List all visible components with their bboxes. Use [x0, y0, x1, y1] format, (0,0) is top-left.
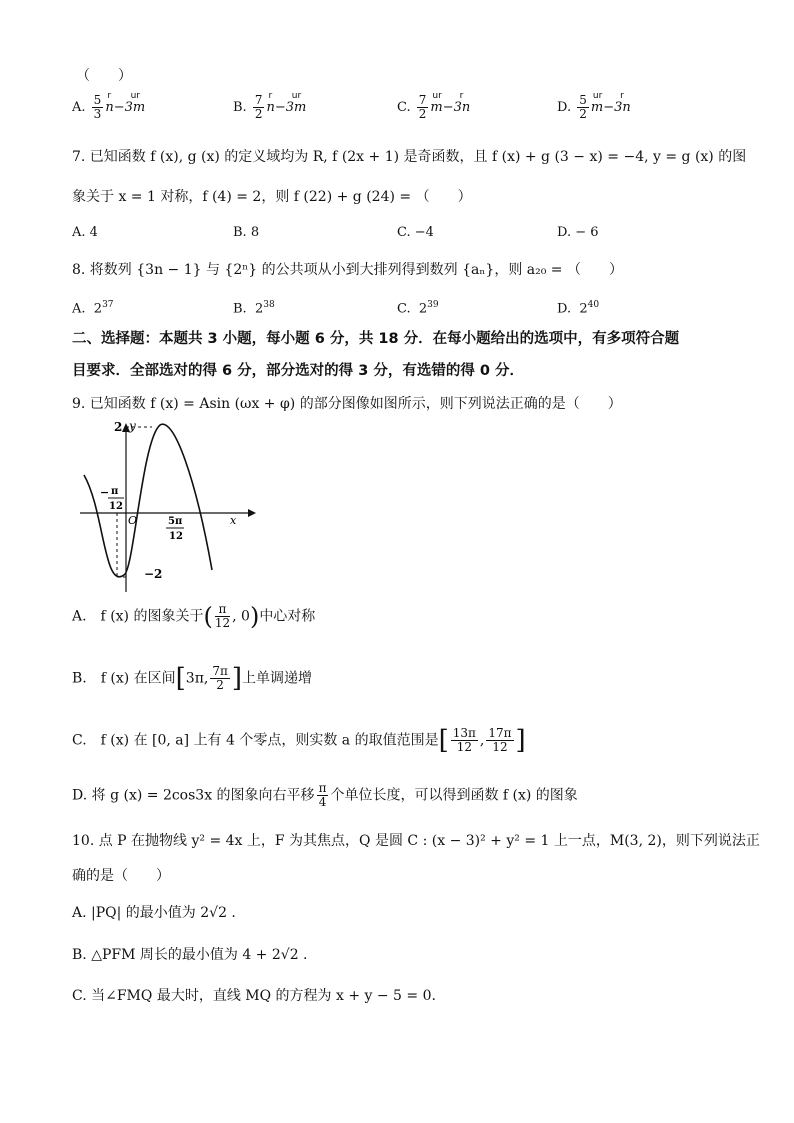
left-mark-den: 12: [109, 501, 123, 512]
left-mark-num: π: [111, 486, 119, 497]
max-label: 2: [114, 420, 123, 434]
left-mark-sign: −: [100, 486, 110, 499]
right-mark-num: 5π: [168, 516, 183, 527]
q8-option-c: C. $2^{39}$: [397, 300, 439, 317]
q10-stem-line1: 10. 点 P 在抛物线 y² = 4x 上，F 为其焦点，Q 是圆 C : (x − 3)² + y² = 1 上一点，M(3, 2)，则下列说法正: [72, 833, 760, 849]
section-heading-line2: 目要求．全部选对的得 6 分，部分选对的得 3 分，有选错的得 0 分．: [72, 363, 525, 379]
q9-option-a: A. f (x) 的图象关于( $\frac{\pi}{12}$ , 0)中心对称: [72, 602, 316, 631]
q9-option-b: B. f (x) 在区间[3π, $\frac{7\pi}{2}$ ]上单调递增: [72, 663, 313, 694]
x-axis-label: x: [230, 514, 237, 527]
q7-option-a: A. 4: [72, 225, 98, 240]
q10-option-b: B. △PFM 周长的最小值为 4 + 2√2 .: [72, 947, 308, 963]
q9-option-c: C. f (x) 在 [0, a] 上有 4 个零点，则实数 a 的取值范围是[ $\frac{13\pi}{12}$ , $\frac{17\pi}{12}$ ]: [72, 725, 526, 756]
q8-option-a: A. $2^{37}$: [72, 300, 114, 317]
sine-curve: [84, 424, 212, 577]
section-heading-line1: 二、选择题：本题共 3 小题，每小题 6 分，共 18 分．在每小题给出的选项中，有多项符合题: [72, 331, 680, 347]
q9-stem: 9. 已知函数 f (x) = Asin (ωx + φ) 的部分图像如图所示，则下列说法正确的是（ ）: [72, 396, 622, 412]
y-axis-label: y: [129, 420, 136, 433]
q7-option-c: C. −4: [397, 225, 434, 240]
x-axis-arrow-icon: [248, 509, 256, 517]
q6-answer-blank: （ ）: [76, 68, 132, 84]
q6-option-d: D. $\frac{5}{2}$ ur m− r 3n: [557, 91, 631, 121]
q6-option-a: A. $\frac{5}{3}$ r n− ur 3m: [72, 91, 146, 121]
q9-sine-graph: [76, 420, 256, 600]
q8-stem: 8. 将数列 {3n − 1} 与 {2ⁿ} 的公共项从小到大排列得到数列 {aₙ}，则 a₂₀ = （ ）: [72, 262, 623, 278]
q6-option-b: B. $\frac{7}{2}$ r n− ur 3m: [233, 91, 307, 121]
min-label: −2: [144, 567, 163, 581]
q7-stem-line2: 象关于 x = 1 对称，f (4) = 2，则 f (22) + g (24) = （ ）: [72, 189, 472, 205]
q8-option-d: D. $2^{40}$: [557, 300, 600, 317]
q7-option-d: D. − 6: [557, 225, 599, 240]
q10-option-c: C. 当∠FMQ 最大时，直线 MQ 的方程为 x + y − 5 = 0.: [72, 988, 436, 1004]
q6-option-c: C. $\frac{7}{2}$ ur m− r 3n: [397, 91, 471, 121]
q7-stem-line1: 7. 已知函数 f (x), g (x) 的定义域均为 R, f (2x + 1) 是奇函数，且 f (x) + g (3 − x) = −4, y = g (x) 的图: [72, 149, 747, 165]
q9-option-d: D. 将 g (x) = 2cos3x 的图象向右平移 $\frac{\pi}{4}$ 个单位长度，可以得到函数 f (x) 的图象: [72, 781, 578, 809]
q7-option-b: B. 8: [233, 225, 260, 240]
origin-label: O: [128, 514, 138, 527]
q10-option-a: A. |PQ| 的最小值为 2√2 .: [72, 905, 236, 921]
q8-option-b: B. $2^{38}$: [233, 300, 275, 317]
q10-stem-line2: 确的是（ ）: [72, 868, 170, 884]
right-mark-den: 12: [169, 531, 183, 542]
